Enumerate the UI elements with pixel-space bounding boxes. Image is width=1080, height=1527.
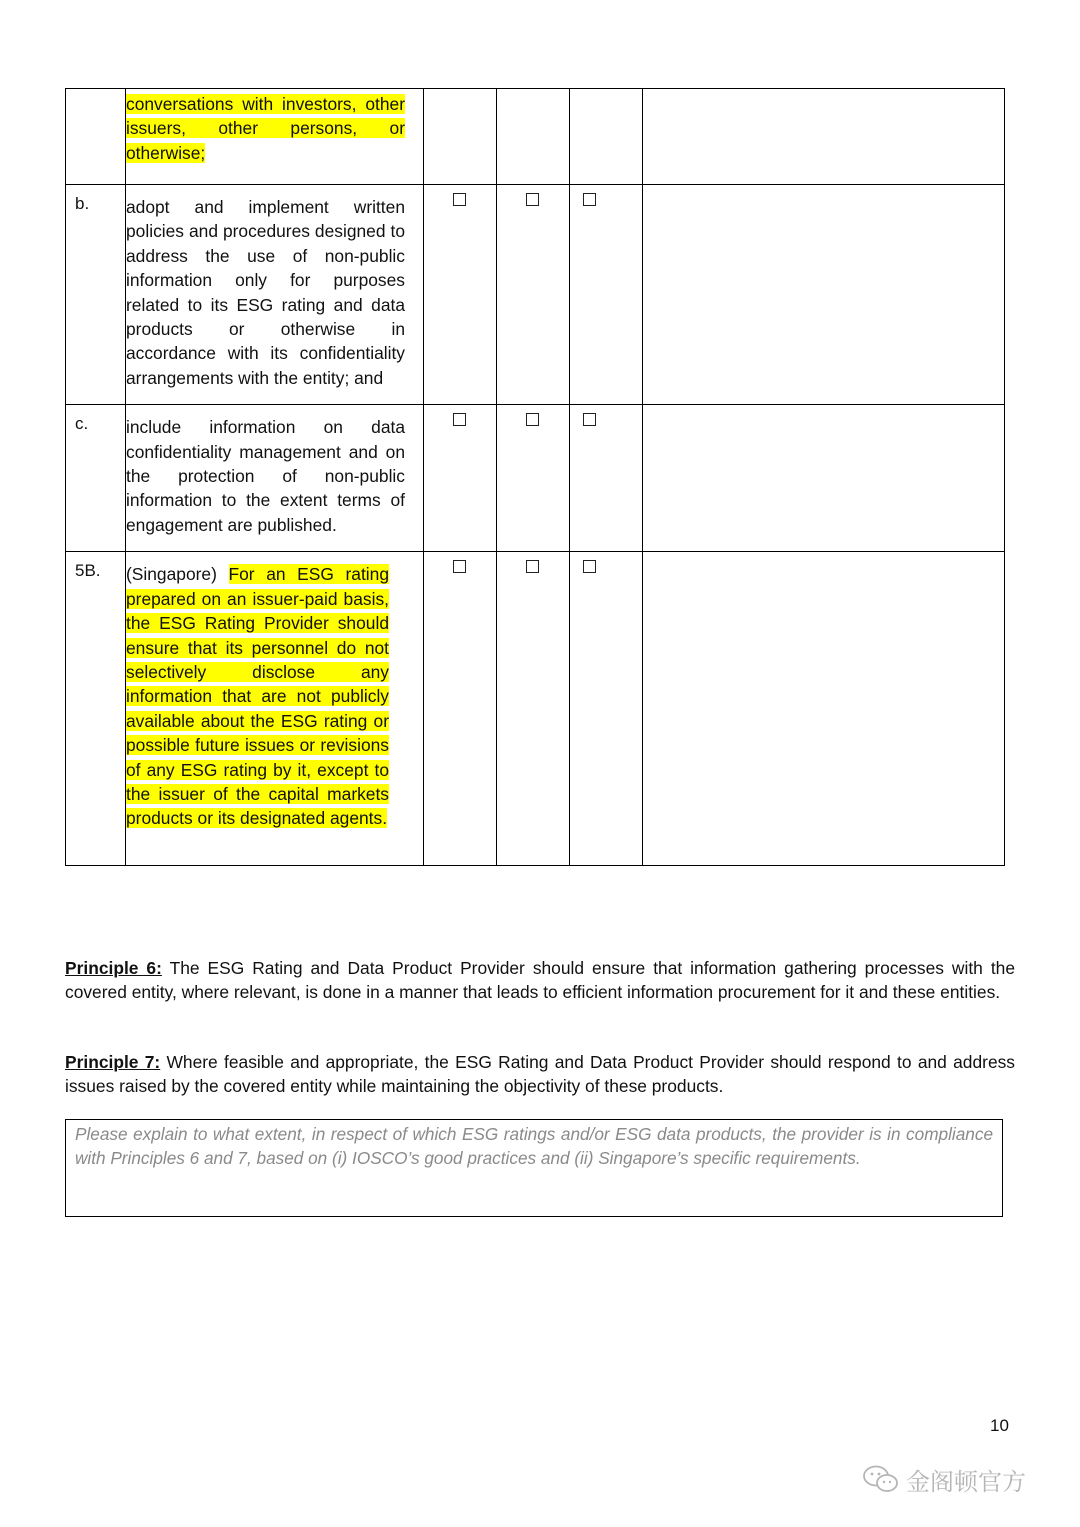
check-cell [424,185,497,405]
response-placeholder: Please explain to what extent, in respect of which ESG ratings and/or ESG data products, the provider is in compliance with Principles 6 and 7, based on (i) IOSCO’s good practices and (ii) Singapore’s specific requirements. [75,1124,993,1169]
check-cell [424,89,497,185]
row-text [126,89,424,185]
response-text-box[interactable] [65,1119,1003,1217]
checkbox[interactable] [583,560,596,573]
checkbox[interactable] [453,193,466,206]
table-row [66,89,1005,185]
highlighted-text: conversations with investors, other issuers, other persons, or otherwise; [126,94,405,163]
checkbox[interactable] [526,193,539,206]
check-cell [570,552,643,866]
check-cell [497,89,570,185]
principle-7-label: Principle 7: [65,1052,161,1072]
notes-cell[interactable] [643,552,1005,866]
table-row [66,185,1005,405]
checkbox[interactable] [526,560,539,573]
notes-cell[interactable] [643,405,1005,552]
checkbox[interactable] [583,413,596,426]
principle-6-paragraph [65,956,1015,1005]
watermark [862,1461,1026,1497]
check-cell [570,89,643,185]
checkbox[interactable] [583,193,596,206]
row-text: (Singapore) For an ESG rating prepared on an issuer-paid basis, the ESG Rating Provider should ensure that its personnel do not selectively disclose any information that are not publicly available about the ESG rating or possible future issues or revisions of any ESG rating by it, except to the issuer of the capital markets products or its designated agents. [126,552,424,866]
check-cell [497,552,570,866]
row-label: b. [66,185,126,405]
check-cell [570,185,643,405]
row-text: include information on data confidentiality management and on the protection of non-public information to the extent terms of engagement are published. [126,405,424,552]
check-cell [570,405,643,552]
wechat-icon [862,1464,900,1494]
highlighted-text: For an ESG rating prepared on an issuer-paid basis, the ESG Rating Provider should ensure that its personnel do not selectively disclose any information that are not publicly available about the ESG rating or possible future issues or revisions of any ESG rating by it, except to the issuer of the capital markets products or its designated agents. [126,564,390,829]
row-text: adopt and implement written policies and procedures designed to address the use of non-public information only for purposes related to its ESG rating and data products or otherwise in accordance with its confidentiality arrangements with the entity; and [126,185,424,405]
principle-7-paragraph [65,1050,1015,1099]
principle-6-label: Principle 6: [65,958,162,978]
principle-7-text: Where feasible and appropriate, the ESG Rating and Data Product Provider should respond to and address issues raised by the covered entity while maintaining the objectivity of these products. [65,1052,1016,1097]
watermark-text: 金阁顿官方 [906,1467,1026,1496]
notes-cell[interactable] [643,185,1005,405]
row-label: c. [66,405,126,552]
notes-cell[interactable] [643,89,1005,185]
compliance-table [65,88,1005,866]
check-cell [497,405,570,552]
page-number: 10 [990,1416,1009,1435]
checkbox[interactable] [453,413,466,426]
checkbox[interactable] [526,413,539,426]
principle-6-text: The ESG Rating and Data Product Provider should ensure that information gathering processes with the covered entity, where relevant, is done in a manner that leads to efficient information procurement for it and these entities. [65,958,1015,1003]
check-cell [424,405,497,552]
check-cell [497,185,570,405]
table-row [66,405,1005,552]
row-label: 5B. [66,552,126,866]
row-label [66,89,126,185]
table-row [66,552,1005,866]
checkbox[interactable] [453,560,466,573]
check-cell [424,552,497,866]
